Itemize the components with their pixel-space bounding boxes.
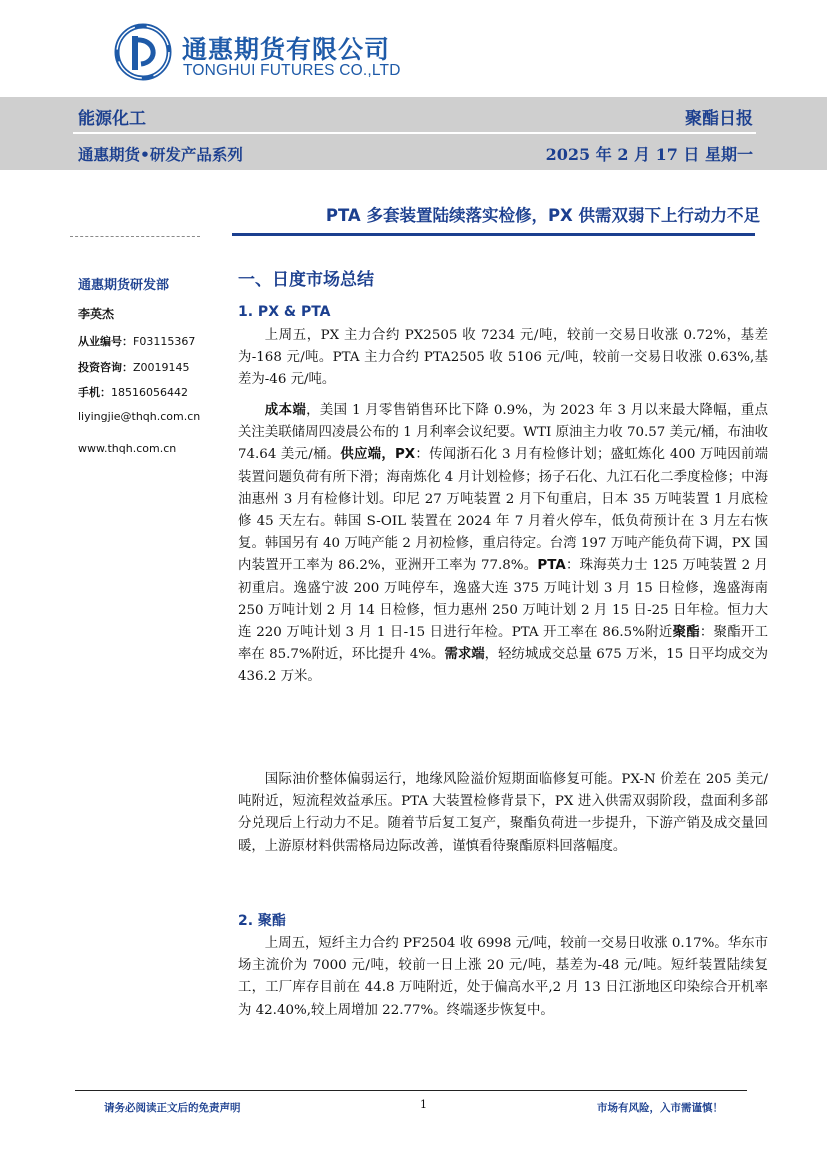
research-dept: 通惠期货研发部	[78, 278, 170, 293]
paragraph-text: 国际油价整体偏弱运行，地缘风险溢价短期面临修复可能。PX-N 价差在 205 美元/吨附近，短流程效益承压。PTA 大装置检修背景下，PX 进入供需双弱阶段，盘面利多部分兑现后上行动力不足。随着节后复工复产，聚酯负荷进一步提升，下游产销及成交量回暖，上游原材料供需格局边际改善，谨慎看待聚酯原料回落幅度。	[238, 772, 768, 854]
phone-value: 18516056442	[111, 386, 188, 399]
footer-rule	[75, 1090, 747, 1091]
website-link[interactable]: www.thqh.com.cn	[78, 442, 177, 455]
sector-label: 能源化工	[78, 109, 146, 129]
text-supply-px: ：传闻浙石化 3 月有检修计划；盛虹炼化 400 万吨因前端装置问题负荷有所下滑；海南炼化 4 月计划检修；扬子石化、九江石化二季度检修；中海油惠州 3 月有检修计划。印尼 27 万吨装置 2 月下旬重启，日本 35 万吨装置 1 月底检修 45 天左右。韩国 S-OIL 装置在 2024 年 7 月着火停车，低负荷预计在 3 月左右恢复。韩国另有 40 万吨产能 2 月初检修，重启待定。台湾 197 万吨产能负荷下调，PX 国内装置开工率为 86.2%，亚洲开工率为 77.8%。	[238, 447, 769, 574]
analyst-name: 李英杰	[78, 307, 115, 321]
band-divider	[73, 132, 756, 134]
company-name-en: TONGHUI FUTURES CO.,LTD	[183, 62, 401, 79]
paragraph-outlook	[238, 769, 768, 858]
paragraph-fundamentals	[238, 400, 768, 689]
advisory-value: Z0019145	[133, 361, 190, 374]
advisory-number	[78, 359, 190, 375]
paragraph-polyester	[238, 933, 768, 1022]
headline-rule	[232, 233, 755, 236]
text-demand: ，轻纺城成交总量 675 万米，15 日平均成交为 436.2 万米。	[238, 647, 769, 685]
page-number: 1	[420, 1098, 427, 1111]
keyword-polyester: 聚酯	[672, 625, 700, 641]
license-label: 从业编号：	[78, 335, 133, 348]
text-cost: ，美国 1 月零售销售环比下降 0.9%，为 2023 年 3 月以来最大降幅，重点关注美联储周四凌晨公布的 1 月利率会议纪要。WTI 原油主力收 70.57 美元/桶，布油收 74.64 美元/桶。	[238, 403, 769, 463]
phone-number	[78, 384, 188, 400]
company-logo-icon	[113, 22, 173, 82]
email-link[interactable]: liyingjie@thqh.com.cn	[78, 410, 201, 423]
text-polyester: ：聚酯开工率在 85.7%附近，环比提升 4%。	[238, 625, 769, 663]
paragraph-px-pta-prices	[238, 325, 768, 392]
report-date: 2025 年 2 月 17 日 星期一	[545, 145, 753, 164]
company-name-cn: 通惠期货有限公司	[182, 35, 391, 64]
risk-warning: 市场有风险，入市需谨慎！	[597, 1102, 723, 1114]
phone-label: 手机：	[78, 386, 111, 399]
text-pta: ：珠海英力士 125 万吨装置 2 月初重启。逸盛宁波 200 万吨停车，逸盛大连 375 万吨计划 3 月 15 日检修，逸盛海南 250 万吨计划 2 月 14 日检修，恒力惠州 250 万吨计划 2 月 15 日-25 日年检。恒力大连 220 万吨计划 3 月 1 日-15 日进行年检。PTA 开工率在 86.5%附近	[238, 558, 768, 641]
subsection-title-polyester: 2. 聚酯	[238, 913, 286, 929]
keyword-demand: 需求端	[444, 647, 485, 663]
paragraph-text: 上周五，短纤主力合约 PF2504 收 6998 元/吨，较前一交易日收涨 0.17%。华东市场主流价为 7000 元/吨，较前一日上涨 20 元/吨，基差为-48 元/吨。短纤装置陆续复工，工厂库存目前在 44.8 万吨附近，处于偏高水平,2 月 13 日江浙地区印染综合开机率为 42.40%,较上周增加 22.77%。终端逐步恢复中。	[238, 936, 768, 1018]
license-number	[78, 333, 195, 349]
decorative-divider	[70, 236, 200, 237]
license-value: F03115367	[133, 335, 196, 348]
series-label: 通惠期货•研发产品系列	[78, 146, 243, 164]
keyword-cost: 成本端	[264, 403, 307, 418]
paragraph-text	[238, 400, 768, 689]
keyword-supply-px: 供应端，PX	[340, 447, 416, 463]
paragraph-text: 上周五，PX 主力合约 PX2505 收 7234 元/吨，较前一交易日收涨 0.72%，基差为-168 元/吨。PTA 主力合约 PTA2505 收 5106 元/吨，较前一交易日收涨 0.63%,基差为-46 元/吨。	[238, 328, 768, 388]
headline: PTA 多套装置陆续落实检修，PX 供需双弱下上行动力不足	[325, 206, 760, 225]
section-title: 一、日度市场总结	[238, 270, 374, 290]
advisory-label: 投资咨询：	[78, 361, 133, 374]
subsection-title-px-pta: 1. PX & PTA	[238, 304, 331, 320]
keyword-pta: PTA	[537, 558, 566, 574]
disclaimer-note: 请务必阅读正文后的免责声明	[104, 1102, 241, 1114]
report-type: 聚酯日报	[685, 109, 753, 129]
